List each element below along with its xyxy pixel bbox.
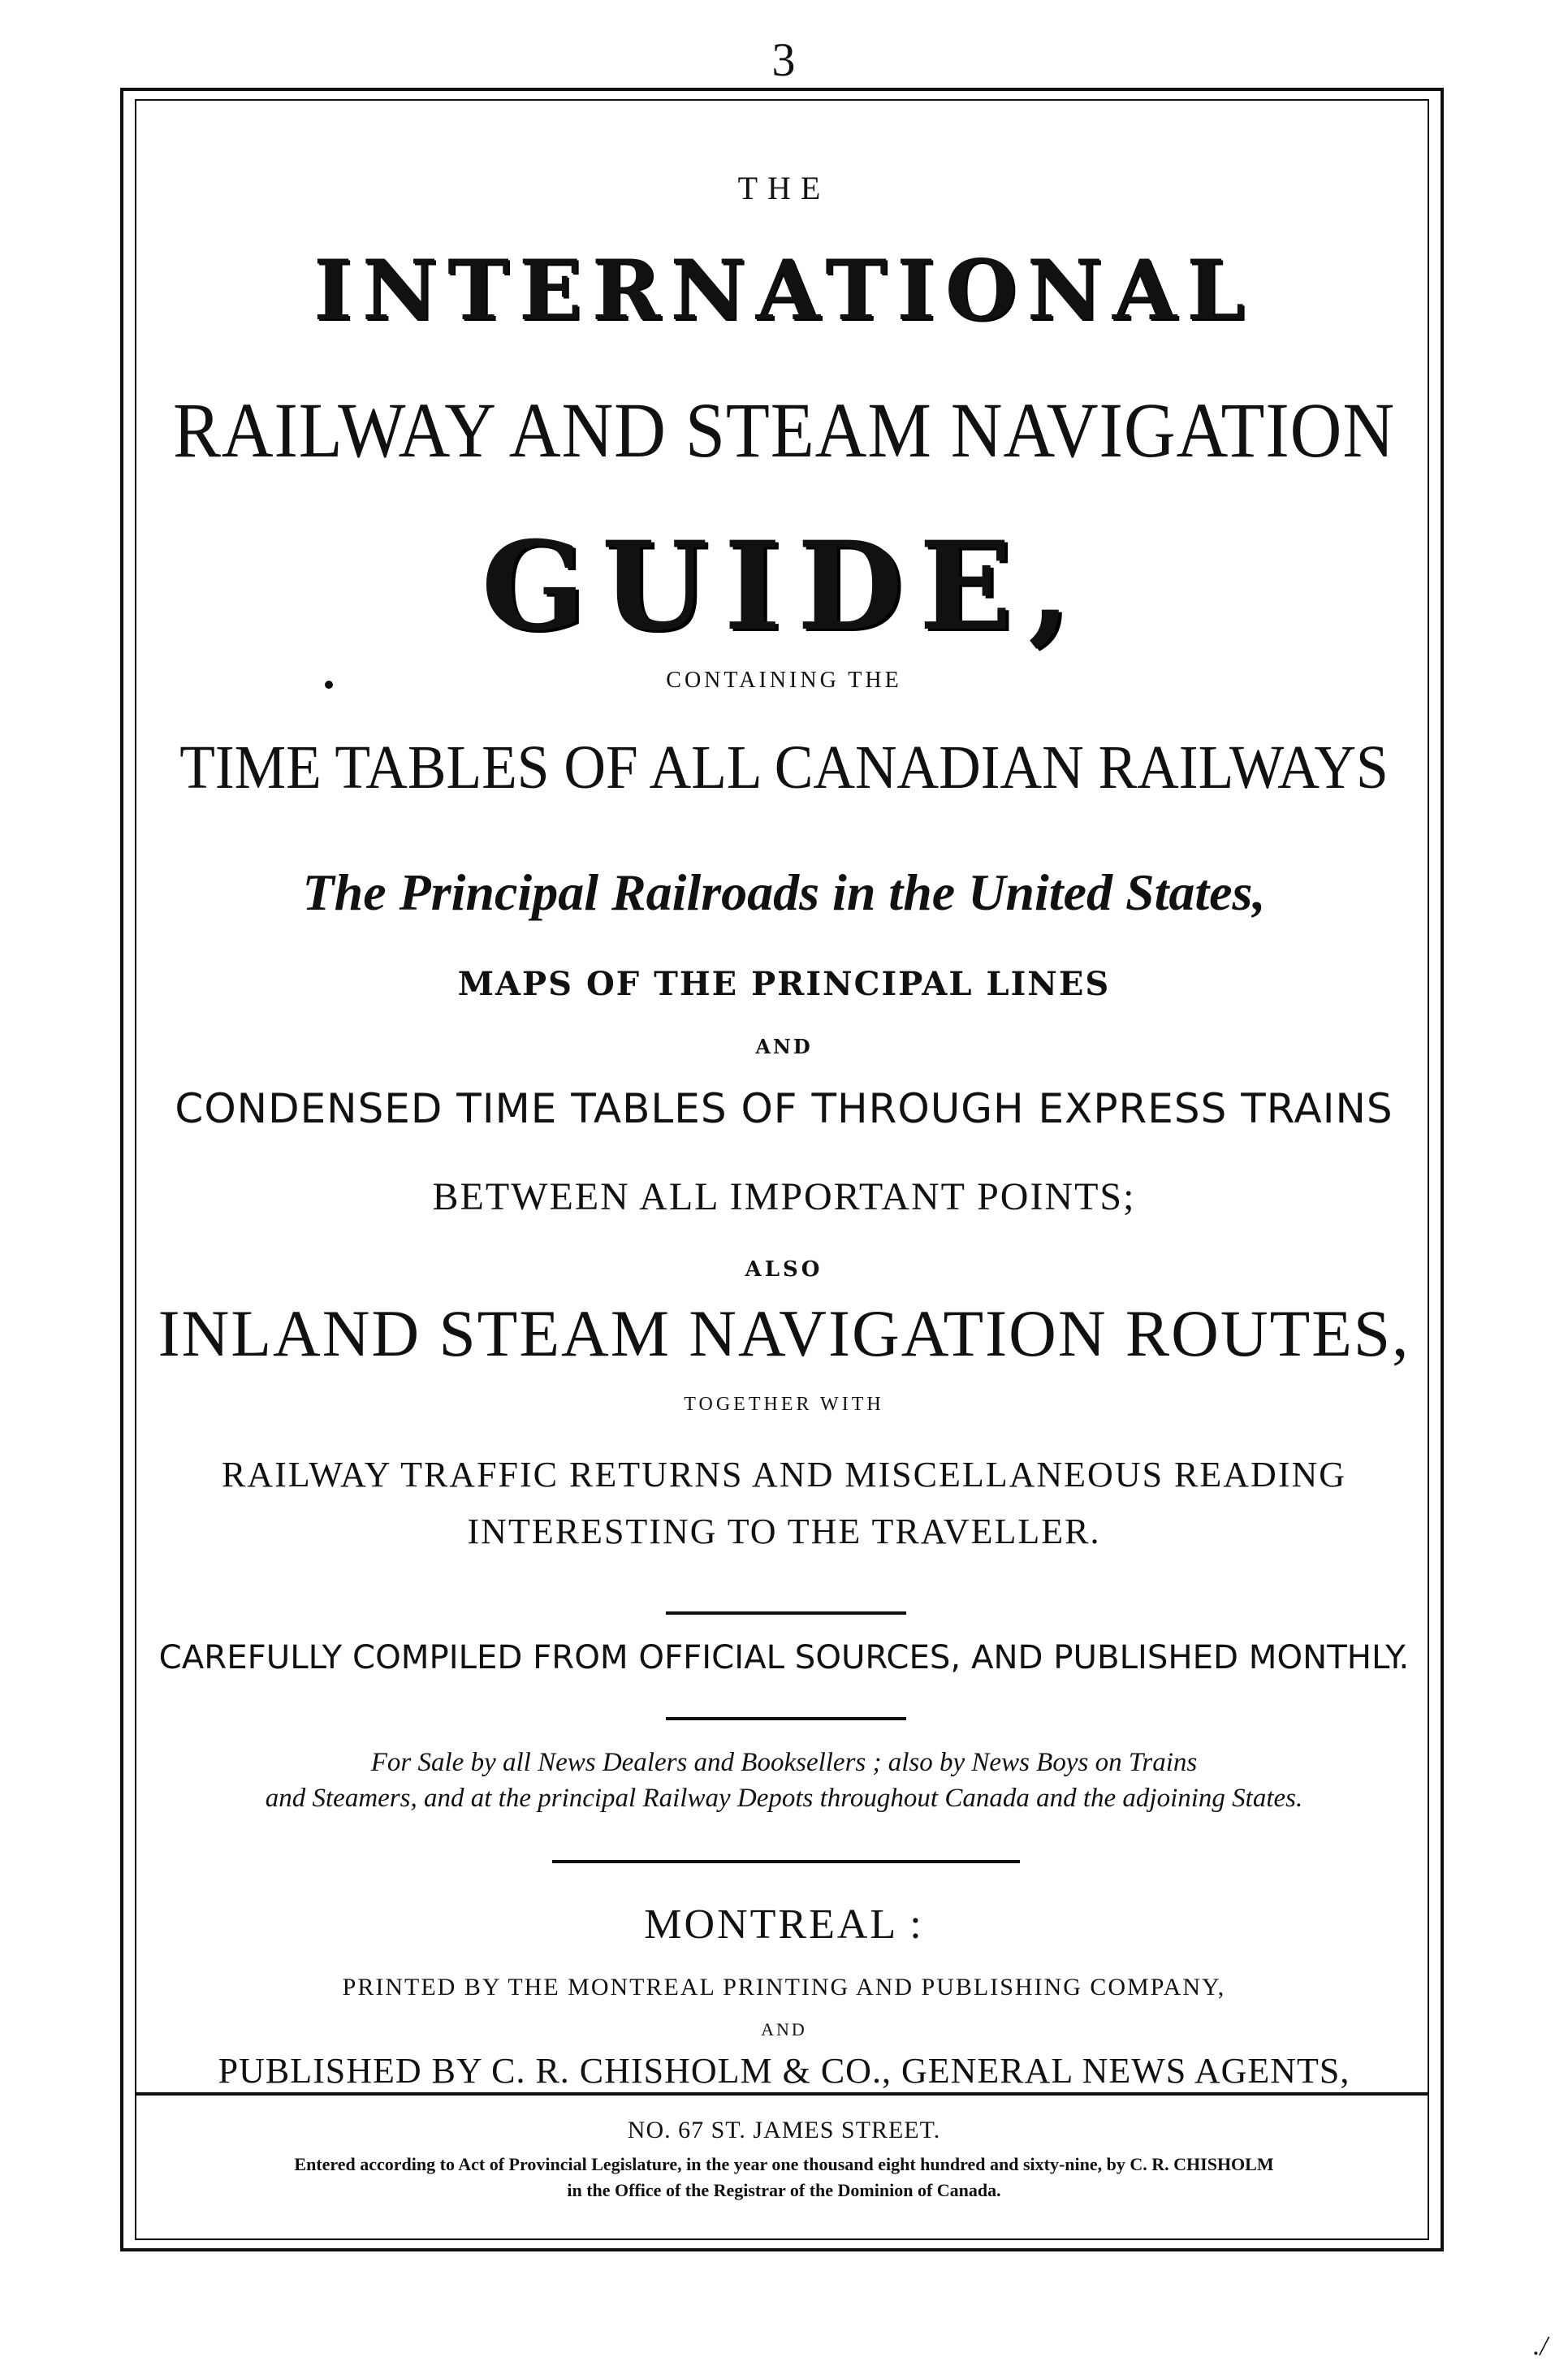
title-the: THE xyxy=(737,170,831,206)
footer-rule xyxy=(136,2092,1428,2096)
corner-ink-mark: ./ xyxy=(1533,2331,1548,2361)
maps-line: MAPS OF THE PRINCIPAL LINES xyxy=(457,965,1111,1003)
and-label-2: AND xyxy=(761,2019,807,2039)
montreal-imprint: MONTREAL : xyxy=(644,1901,924,1948)
title-international: INTERNATIONAL xyxy=(313,242,1255,340)
page-number: 3 xyxy=(771,33,796,86)
time-tables-heading: TIME TABLES OF ALL CANADIAN RAILWAYS xyxy=(179,733,1389,802)
for-sale-line-1: For Sale by all News Dealers and Booksellers ; also by News Boys on Trains xyxy=(370,1748,1198,1777)
railway-traffic-line: RAILWAY TRAFFIC RETURNS AND MISCELLANEOUS READING xyxy=(221,1455,1347,1494)
divider-rule-3 xyxy=(552,1860,1020,1863)
street-address: NO. 67 ST. JAMES STREET. xyxy=(627,2117,941,2143)
title-guide: GUIDE, xyxy=(481,515,1087,658)
containing-label: CONTAINING THE xyxy=(666,668,902,693)
and-label-1: AND xyxy=(755,1035,813,1058)
published-by-line: PUBLISHED BY C. R. CHISHOLM & CO., GENERAL NEWS AGENTS, xyxy=(218,2051,1350,2091)
together-with-label: TOGETHER WITH xyxy=(684,1394,884,1415)
interesting-traveller-line: INTERESTING TO THE TRAVELLER. xyxy=(467,1512,1101,1551)
divider-rule-1 xyxy=(666,1611,906,1615)
compiled-published-monthly-line: CAREFULLY COMPILED FROM OFFICIAL SOURCES, AND PUBLISHED MONTHLY. xyxy=(158,1639,1410,1676)
between-points-line: BETWEEN ALL IMPORTANT POINTS; xyxy=(432,1175,1136,1218)
copyright-notice-line-1: Entered according to Act of Provincial Legislature, in the year one thousand eight hundred and sixty-nine, by C. R. CHISHOLM xyxy=(294,2154,1274,2174)
inland-steam-navigation-heading: INLAND STEAM NAVIGATION ROUTES, xyxy=(158,1297,1410,1370)
also-label: ALSO xyxy=(745,1257,823,1282)
title-railway-steam-navigation: RAILWAY AND STEAM NAVIGATION xyxy=(172,387,1396,474)
printed-by-line: PRINTED BY THE MONTREAL PRINTING AND PUBLISHING COMPANY, xyxy=(342,1974,1226,2001)
for-sale-line-2: and Steamers, and at the principal Railway Depots throughout Canada and the adjoining States. xyxy=(265,1784,1303,1813)
principal-railroads-line: The Principal Railroads in the United States, xyxy=(302,863,1266,921)
condensed-time-tables-line: CONDENSED TIME TABLES OF THROUGH EXPRESS TRAINS xyxy=(175,1085,1393,1132)
divider-rule-2 xyxy=(666,1717,906,1720)
copyright-notice-line-2: in the Office of the Registrar of the Dominion of Canada. xyxy=(567,2180,1001,2200)
